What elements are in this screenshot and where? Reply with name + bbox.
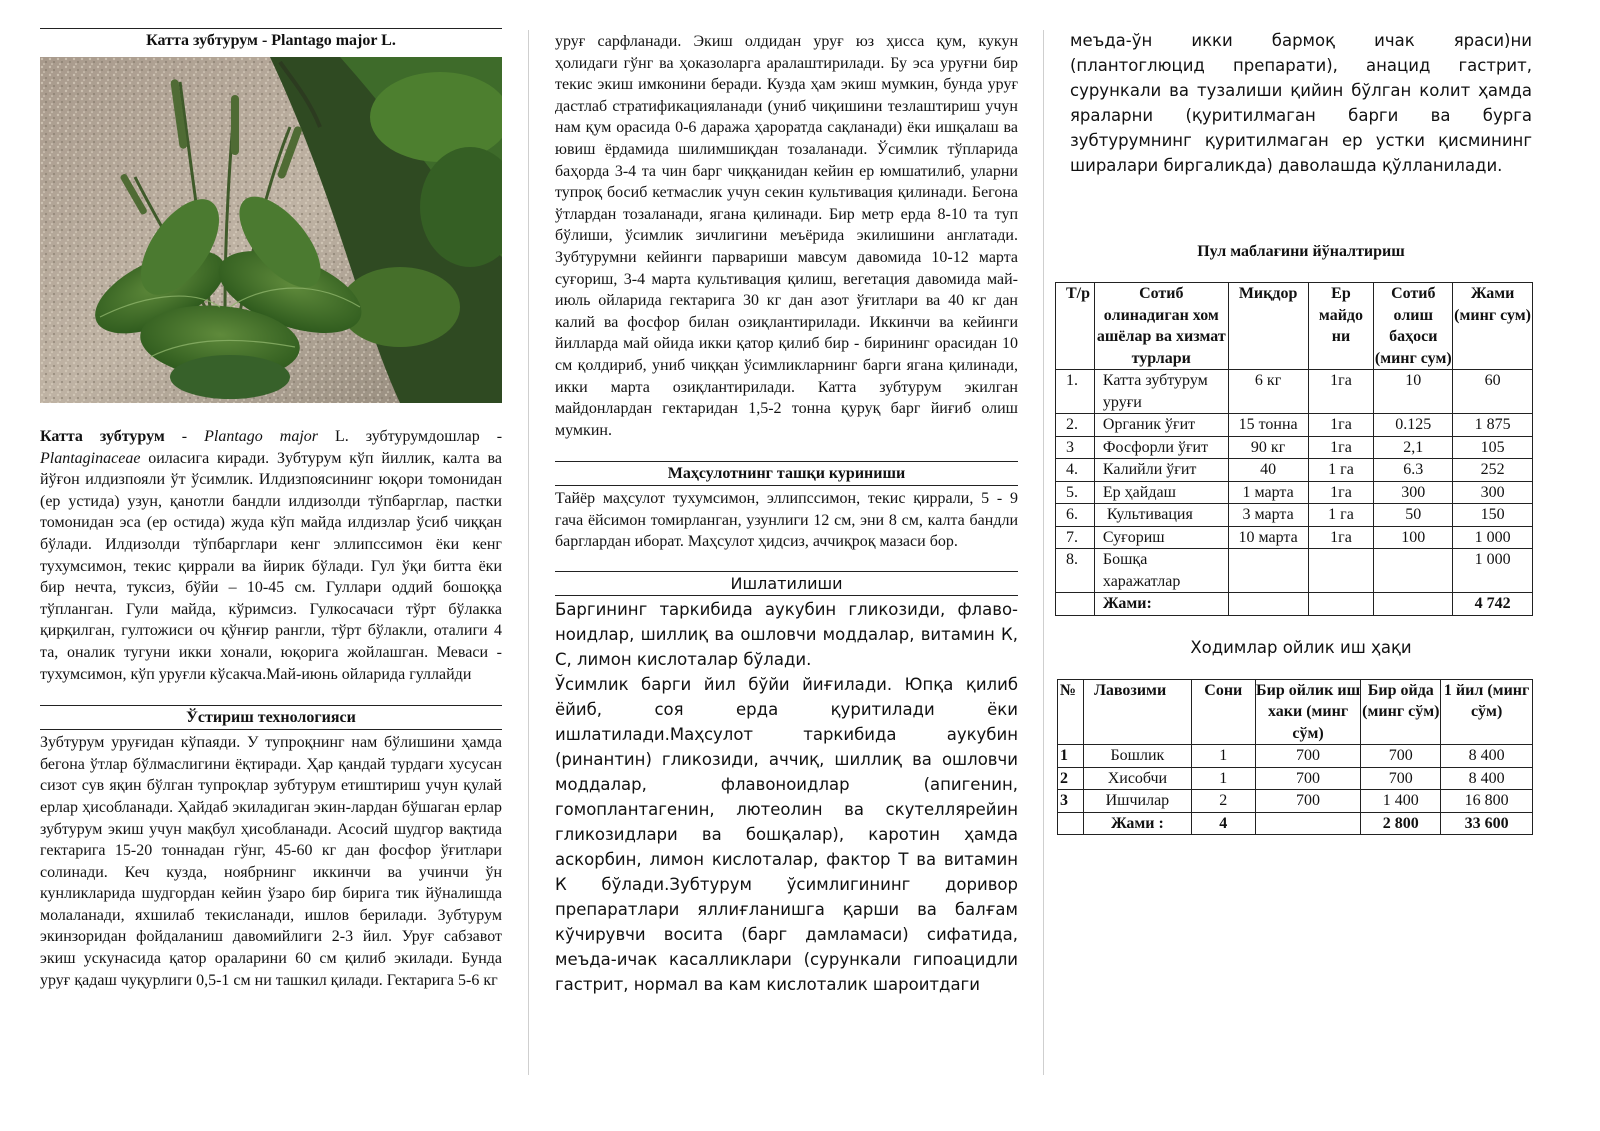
- cell: [1056, 593, 1095, 616]
- appearance-text: Тайёр маҳсулот тухумсимон, эллипссимон, текис қиррали, 5 - 9 гача ёйсимон томирланган, узунлиги 12 см, эни 8 см, калта бандли барглардан иборат. Маҳсулот ҳидсиз, аччиқроқ мазаси бор.: [555, 490, 1018, 551]
- cell: 60: [1453, 370, 1533, 414]
- cell: [1255, 812, 1361, 835]
- staff-table: [1057, 679, 1533, 836]
- cell: 40: [1228, 459, 1308, 482]
- funds-total-value: 4 742: [1453, 593, 1533, 616]
- section-title-usage: Ишлатилиши: [555, 571, 1018, 596]
- plant-description: [40, 426, 502, 685]
- cell: 252: [1453, 459, 1533, 482]
- cell: 100: [1374, 526, 1453, 549]
- cell: 6 кг: [1228, 370, 1308, 414]
- funds-header-cell: Т/р: [1056, 283, 1095, 370]
- staff-table-title: Ходимлар ойлик иш ҳақи: [1190, 637, 1412, 657]
- table-row: [1056, 526, 1533, 549]
- text-run: -: [164, 428, 205, 445]
- cell: 2: [1191, 790, 1255, 813]
- cell: Калийли ўғит: [1094, 459, 1228, 482]
- plant-title: Катта зубтурум - Plantago major L.: [40, 28, 502, 52]
- cell: [1308, 549, 1374, 593]
- cultivation-text-continued: уруғ сарфланади. Экиш олдидан уруғ юз ҳисса қум, кукун ҳолидаги гўнг ва ҳоказоларга аралаштирилади. Бу эса уруғни бир текис экиш имконини беради. Кузда ҳам экиш мумкин, бунда уруғ дастлаб стратификацияланади (униб чиқишини тезлаштириш учун нам қум орасида 0-6 даража ҳароратда сақланади) ёки ишқалаш ва ювиш ёрдамида шилимшиқдан тозаланади. Ўсимлик тўпларида баҳорда 3-4 та чин барг чиққанидан кейин ер юмшатилиб, уларни тупроқ босиб кетмаслик учун секин культивация қилинади. Бегона ўтлардан тозаланади, ягана қилинади. Бир метр ерда 8-10 та туп бўлиши, ўсимлик зичлигини меъёрида экилишини англатади. Зубтурумни кейинги парвариши мавсум давомида 10-12 марта суғориш, 3-4 марта культивация қилиш, вегетация давомида май-июль ойларида гектарига 30 кг дан азот ўғитлари ва 40 кг дан калий ва фосфор билан озиқлантирилади. Иккинчи ва кейинги йилларда май ойида икки қатор қилиб бир - бирининг орасидан 10 см қолдириб, униб чиққан ўсимликларнинг барги ягана қилинади, икки марта озиқлантирилади. Катта зубтурум экилган майдонлардан гектаридан 1,5-2 тонна қуруқ барг йиғиб олиш мумкин.: [555, 33, 1018, 439]
- cell: [1058, 812, 1084, 835]
- section-title-cultivation: Ўстириш технологияси: [40, 705, 502, 730]
- cell: 1 400: [1361, 790, 1441, 813]
- staff-header-cell: 1 йил (минг сўм): [1441, 679, 1533, 745]
- cell: 16 800: [1441, 790, 1533, 813]
- cell: 1га: [1308, 414, 1374, 437]
- cell: 0.125: [1374, 414, 1453, 437]
- section-title-appearance: Маҳсулотнинг ташқи куриниши: [555, 461, 1018, 486]
- cell: 700: [1255, 767, 1361, 790]
- usage-text-2: Ўсимлик барги йил бўйи йиғилади. Юпқа қилиб ёйиб, соя ерда қуритилади ёки ишлатилади.Маҳсулот таркибида аукубин (ринантин) гликозиди, аччиқ, шиллиқ ва ошловчи моддалар, флавоноидлар (апигенин, гомоплантагенин, лютеолин ва скутеллярейин гликозидлари ва бошқалар), каротин ҳамда аскорбин, лимон кислоталар, фактор Т ва витамин К бўлади.Зубтурум ўсимлигининг доривор препаратлари яллиғланишга қарши ва балғам кўчирувчи восита (барг дамламаси) сифатида, меъда-ичак касалликлари (сурункали гипоацидли гастрит, нормал ва кам кислоталик шароитдаги: [555, 675, 1018, 995]
- cell: Суғориш: [1094, 526, 1228, 549]
- cell: Бошқа харажатлар: [1094, 549, 1228, 593]
- cell: 300: [1453, 481, 1533, 504]
- cell: Ишчилар: [1083, 790, 1191, 813]
- staff-total-label: Жами :: [1083, 812, 1191, 835]
- staff-header-cell: Сони: [1191, 679, 1255, 745]
- cell: 1га: [1308, 526, 1374, 549]
- funds-table-title: Пул маблағини йўналтириш: [1197, 243, 1405, 260]
- funds-table: [1055, 282, 1533, 616]
- cell: 3: [1058, 790, 1084, 813]
- cell: [1228, 549, 1308, 593]
- cell: 300: [1374, 481, 1453, 504]
- cell: 6.: [1056, 504, 1095, 527]
- cell: 10: [1374, 370, 1453, 414]
- column-divider: [1043, 30, 1044, 1075]
- cell: 1: [1191, 745, 1255, 768]
- funds-total-row: [1056, 593, 1533, 616]
- staff-header-cell: №: [1058, 679, 1084, 745]
- cell: 7.: [1056, 526, 1095, 549]
- funds-header-cell: Сотиб олиш баҳоси (минг сум): [1374, 283, 1453, 370]
- table-row: [1058, 745, 1533, 768]
- plant-name-bold: Катта зубтурум: [40, 428, 165, 445]
- cell: 5.: [1056, 481, 1095, 504]
- staff-header-cell: Бир ойда (минг сўм): [1361, 679, 1441, 745]
- funds-total-label: Жами:: [1094, 593, 1228, 616]
- cell: 700: [1255, 745, 1361, 768]
- cell: Органик ўғит: [1094, 414, 1228, 437]
- cell: 1га: [1308, 481, 1374, 504]
- plantain-plant-photo: [40, 57, 502, 403]
- cell: 1 га: [1308, 504, 1374, 527]
- staff-header-cell: Бир ойлик иш хаки (минг сўм): [1255, 679, 1361, 745]
- funds-header-cell: Сотиб олинадиган хом ашёлар ва хизмат турлари: [1094, 283, 1228, 370]
- text-run: оиласига киради. Зубтурум кўп йиллик, калта ва йўғон илдизпояли ўт ўсимлик. Илдизпоясининг юқори томонидан (ер устида) узун, қанотли бандли илдизолди тўпбарглар, пастки томонидан эса (ер остида) жуда кўп майда илдизлар ўсиб чиққан бўлади. Илдизолди тўпбарглари кенг эллипссимон ёки кенг тухумсимон, текис қиррали ва йирик бўлади. Гул ўқи битта ёки бир нечта, туксиз, бўйи – 10-45 см. Гуллари оддий бошоққа тўпланган. Гули майда, кўримсиз. Гулкосачаси тўрт бўлакка қирқилган, гултожиси оч қўнғир рангли, тўрт бўлакли, оталиги 4 та, оналик тугуни икки хонали, юқорига жойлашган. Меваси - тухумсимон, кўп уруғли кўсакча.Май-июнь ойларида гуллайди: [40, 449, 502, 683]
- cell: 1 га: [1308, 459, 1374, 482]
- cell: 2: [1058, 767, 1084, 790]
- cell: Ер ҳайдаш: [1094, 481, 1228, 504]
- table-row: [1056, 414, 1533, 437]
- usage-text-continued: меъда-ўн икки бармоқ ичак яраси)ни (плантоглюцид препарати), анацид гастрит, сурункали ва тузалиши қийин бўлган колит ҳамда яраларни (қуритилмаган барги ва бурга зубтурумнинг қуритилмаган ер устки қисмининг ширалари биргаликда) даволашда қўлланилади.: [1070, 31, 1532, 175]
- funds-header-cell: Миқдор: [1228, 283, 1308, 370]
- table-row: [1058, 790, 1533, 813]
- cell: 700: [1361, 745, 1441, 768]
- staff-total-year: 33 600: [1441, 812, 1533, 835]
- column-left: [40, 28, 502, 991]
- cell: [1308, 593, 1374, 616]
- table-row: [1056, 436, 1533, 459]
- cell: 8.: [1056, 549, 1095, 593]
- cell: Катта зубтурум уруғи: [1094, 370, 1228, 414]
- cell: 1 875: [1453, 414, 1533, 437]
- cell: 1 000: [1453, 549, 1533, 593]
- cell: 105: [1453, 436, 1533, 459]
- cell: 150: [1453, 504, 1533, 527]
- cell: [1228, 593, 1308, 616]
- text-run: L. зубтурумдошлар -: [318, 428, 503, 445]
- cell: 8 400: [1441, 767, 1533, 790]
- column-middle: [555, 31, 1018, 997]
- funds-header-row: [1056, 283, 1533, 370]
- table-row: [1058, 767, 1533, 790]
- staff-total-count: 4: [1191, 812, 1255, 835]
- cell: 50: [1374, 504, 1453, 527]
- cell: [1374, 593, 1453, 616]
- cell: 2.: [1056, 414, 1095, 437]
- cell: Культивация: [1094, 504, 1228, 527]
- cell: 700: [1255, 790, 1361, 813]
- column-divider: [528, 30, 529, 1075]
- table-row: [1056, 459, 1533, 482]
- cell: 1га: [1308, 370, 1374, 414]
- cultivation-text: Зубтурум уруғидан кўпаяди. У тупроқнинг нам бўлишини ҳамда бегона ўтлар бўлмаслигини ёқтиради. Ҳар қандай турдаги хусусан сизот сув яқин бўлган тупроқлар зубтурум етиштириш учун қулай ерлар ҳисобланади. Ҳайдаб экиладиган экин-лардан бўшаган ерлар зубтурум экиш учун мақбул ҳисобланади. Асосий шудгор вақтида гектарига 15-20 тоннадан гўнг, 45-60 кг дан фосфор ўғитлари солинади. Кеч кузда, ноябрнинг иккинчи ва учинчи ўн кунликларида шудгордан кейин ўзаро бир бирига тик йўналишда молаланади, яхшилаб текисланади, ишлов берилади. Зубтурум экинзоридан фойдаланиш давомийлиги 2-3 йил. Уруғ сабзавот экиш ускунасида қатор ораларини 60 см қилиб экилади. Бунда уруғ қадаш чуқурлиги 0,5-1 см ни ташкил қилади. Гектарига 5-6 кг: [40, 734, 502, 989]
- staff-header-row: [1058, 679, 1533, 745]
- table-row: [1056, 504, 1533, 527]
- cell: 6.3: [1374, 459, 1453, 482]
- column-right: [1060, 28, 1532, 835]
- funds-header-cell: Ер майдо ни: [1308, 283, 1374, 370]
- cell: 700: [1361, 767, 1441, 790]
- cell: Хисобчи: [1083, 767, 1191, 790]
- table-row: [1056, 549, 1533, 593]
- cell: [1374, 549, 1453, 593]
- table-row: [1056, 481, 1533, 504]
- cell: 3 марта: [1228, 504, 1308, 527]
- cell: 10 марта: [1228, 526, 1308, 549]
- cell: 1 марта: [1228, 481, 1308, 504]
- cell: 4.: [1056, 459, 1095, 482]
- cell: 1га: [1308, 436, 1374, 459]
- staff-total-row: [1058, 812, 1533, 835]
- cell: 90 кг: [1228, 436, 1308, 459]
- cell: Фосфорли ўғит: [1094, 436, 1228, 459]
- cell: 3: [1056, 436, 1095, 459]
- usage-text-1: Баргининг таркибида аукубин гликозиди, флаво-ноидлар, шиллиқ ва ошловчи моддалар, витамин К, С, лимон кислоталар бўлади.: [555, 600, 1018, 670]
- latin-name: Plantago major: [204, 428, 318, 445]
- table-row: [1056, 370, 1533, 414]
- cell: Бошлик: [1083, 745, 1191, 768]
- cell: 15 тонна: [1228, 414, 1308, 437]
- cell: 1 000: [1453, 526, 1533, 549]
- family-latin-name: Plantaginaceae: [40, 449, 141, 467]
- staff-total-month: 2 800: [1361, 812, 1441, 835]
- cell: 1.: [1056, 370, 1095, 414]
- cell: 8 400: [1441, 745, 1533, 768]
- staff-header-cell: Лавозими: [1083, 679, 1191, 745]
- cell: 1: [1191, 767, 1255, 790]
- funds-header-cell: Жами (минг сум): [1453, 283, 1533, 370]
- cell: 1: [1058, 745, 1084, 768]
- cell: 2,1: [1374, 436, 1453, 459]
